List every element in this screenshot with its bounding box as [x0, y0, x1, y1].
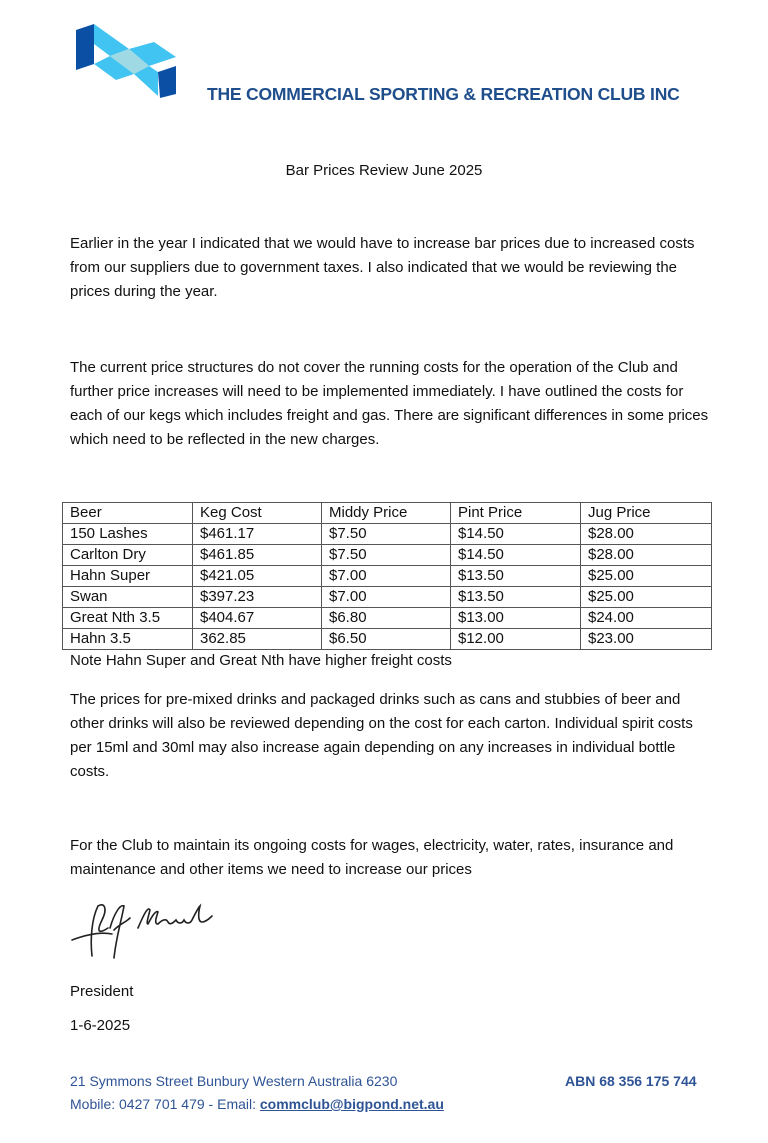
table-cell: $461.17 [193, 524, 322, 545]
club-name: THE COMMERCIAL SPORTING & RECREATION CLUB INC [207, 84, 680, 104]
paragraph-conclusion: For the Club to maintain its ongoing costs for wages, electricity, water, rates, insurance and maintenance and other items we need to increase our prices [70, 837, 674, 878]
table-cell: $7.50 [322, 545, 451, 566]
header-cell: Pint Price [451, 503, 581, 524]
table-cell: 362.85 [193, 629, 322, 650]
table-cell: $13.50 [451, 566, 581, 587]
table-row [63, 545, 712, 566]
paragraph-packaged: The prices for pre-mixed drinks and packaged drinks such as cans and stubbies of beer and other drinks will also be reviewed depending on the cost for each carton. Individual spirit costs per 15ml and 30ml may also increase again depending on any increases in individual bottle costs. [70, 691, 693, 780]
table-row [63, 566, 712, 587]
table-cell: $397.23 [193, 587, 322, 608]
table-cell: $13.50 [451, 587, 581, 608]
table-cell: $23.00 [581, 629, 712, 650]
table-cell: Great Nth 3.5 [63, 608, 193, 629]
document-title: Bar Prices Review June 2025 [285, 162, 483, 179]
table-cell: 150 Lashes [63, 524, 193, 545]
signoff-role: President [70, 983, 134, 1000]
table-cell: $7.00 [322, 587, 451, 608]
table-row [63, 587, 712, 608]
footer-phone: Mobile: 0427 701 479 - Email: [70, 1096, 260, 1112]
table-cell: $13.00 [451, 608, 581, 629]
header-cell: Beer [63, 503, 193, 524]
footer-address: 21 Symmons Street Bunbury Western Australia 6230 [70, 1073, 398, 1089]
table-cell: Hahn 3.5 [63, 629, 193, 650]
club-logo [74, 22, 206, 107]
table-cell: $14.50 [451, 524, 581, 545]
paragraph-costs: The current price structures do not cover the running costs for the operation of the Club and further price increases will need to be implemented immediately. I have outlined the costs for each of our kegs which includes freight and gas. There are significant differences in some prices which need to be reflected in the new charges. [70, 359, 709, 448]
table-cell: $25.00 [581, 566, 712, 587]
footer-contact [70, 1096, 444, 1112]
table-cell: $7.50 [322, 524, 451, 545]
table-header-row [63, 503, 712, 524]
price-table [62, 502, 712, 650]
table-cell: $28.00 [581, 524, 712, 545]
header-cell: Middy Price [322, 503, 451, 524]
table-row [63, 608, 712, 629]
paragraph-intro: Earlier in the year I indicated that we would have to increase bar prices due to increased costs from our suppliers due to government taxes. I also indicated that we would be reviewing the prices during the year. [70, 235, 695, 300]
table-row [63, 629, 712, 650]
email-link[interactable]: commclub@bigpond.net.au [259, 1096, 444, 1112]
table-cell: $14.50 [451, 545, 581, 566]
table-cell: Hahn Super [63, 566, 193, 587]
table-cell: $7.00 [322, 566, 451, 587]
table-cell: $24.00 [581, 608, 712, 629]
table-cell: $461.85 [193, 545, 322, 566]
table-cell: Swan [63, 587, 193, 608]
header-cell: Jug Price [581, 503, 712, 524]
table-cell: $404.67 [193, 608, 322, 629]
header-cell: Keg Cost [193, 503, 322, 524]
table-cell: $421.05 [193, 566, 322, 587]
table-cell: $6.50 [322, 629, 451, 650]
signature [68, 898, 228, 965]
document-date: 1-6-2025 [70, 1017, 131, 1034]
table-note: Note Hahn Super and Great Nth have higher freight costs [70, 652, 452, 669]
table-row [63, 524, 712, 545]
table-cell: $12.00 [451, 629, 581, 650]
table-cell: $6.80 [322, 608, 451, 629]
table-cell: $25.00 [581, 587, 712, 608]
table-cell: $28.00 [581, 545, 712, 566]
table-cell: Carlton Dry [63, 545, 193, 566]
footer-abn: ABN 68 356 175 744 [565, 1073, 697, 1089]
